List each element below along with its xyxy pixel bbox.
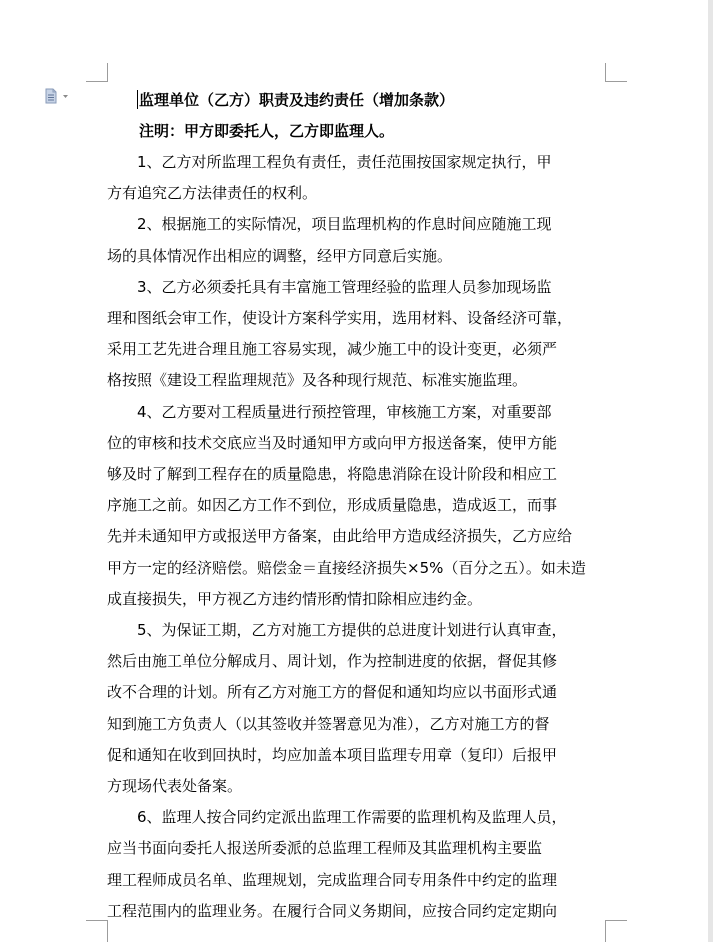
paragraph-line: 1、乙方对所监理工程负有责任，责任范围按国家规定执行，甲	[137, 153, 552, 171]
paragraph-line: 方现场代表处备案。	[107, 777, 243, 796]
document-note: 注明：甲方即委托人，乙方即监理人。	[139, 122, 395, 140]
paragraph-line: 工程范围内的监理业务。在履行合同义务期间，应按合同约定定期向	[107, 901, 558, 920]
paragraph-line: 3、乙方必须委托具有丰富施工管理经验的监理人员参加现场监	[137, 277, 552, 296]
paragraph-line: 6、监理人按合同约定派出监理工作需要的监理机构及监理人员，	[137, 808, 567, 827]
paragraph-4	[107, 397, 605, 615]
paragraph-line: 够及时了解到工程存在的质量隐患，将隐患消除在设计阶段和相应工	[107, 465, 558, 484]
paragraph-line: 2、根据施工的实际情况，项目监理机构的作息时间应随施工现	[137, 215, 552, 234]
paragraph-line: 格按照《建设工程监理规范》及各种现行规范、标准实施监理。	[107, 371, 528, 390]
paragraph-layout-icon[interactable]	[44, 88, 72, 104]
paragraph-1	[107, 147, 605, 209]
crop-mark-top-left	[86, 63, 108, 82]
crop-mark-bottom-right	[605, 920, 627, 942]
paragraph-line: 改不合理的计划。所有乙方对施工方的督促和通知均应以书面形式通	[107, 683, 558, 702]
paragraph-6	[107, 802, 605, 927]
paragraph-line: 应当书面向委托人报送所委派的总监理工程师及其监理机构主要监	[107, 839, 543, 858]
paragraph-3	[107, 272, 605, 397]
paragraph-line: 甲方一定的经济赔偿。赔偿金＝直接经济损失×5%（百分之五）。如未造	[107, 558, 586, 577]
paragraph-2	[107, 209, 605, 271]
paragraph-5	[107, 615, 605, 802]
paragraph-line: 促和通知在收到回执时，均应加盖本项目监理专用章（复印）后报甲	[107, 745, 558, 764]
scrollbar-track[interactable]	[708, 0, 713, 942]
crop-mark-top-right	[605, 63, 627, 82]
paragraph-line: 场的具体情况作出相应的调整，经甲方同意后实施。	[107, 246, 453, 265]
paragraph-line: 先并未通知甲方或报送甲方备案，由此给甲方造成经济损失，乙方应给	[107, 527, 573, 546]
paragraph-list	[107, 147, 605, 927]
paragraph-line: 序施工之前。如因乙方工作不到位，形成质量隐患，造成返工，而事	[107, 496, 558, 515]
paragraph-line: 采用工艺先进合理且施工容易实现，减少施工中的设计变更，必须严	[107, 340, 558, 359]
paragraph-line: 5、为保证工期，乙方对施工方提供的总进度计划进行认真审查，	[137, 621, 567, 640]
paragraph-line: 理和图纸会审工作，使设计方案科学实用，选用材料、设备经济可靠，	[107, 309, 573, 328]
paragraph-line: 理工程师成员名单、监理规划，完成监理合同专用条件中约定的监理	[107, 870, 558, 889]
paragraph-line: 位的审核和技术交底应当及时通知甲方或向甲方报送备案，使甲方能	[107, 433, 558, 452]
document-title: 监理单位（乙方）职责及违约责任（增加条款）	[139, 91, 455, 109]
paragraph-line: 成直接损失，甲方视乙方违约情形酌情扣除相应违约金。	[107, 589, 483, 608]
paragraph-line: 4、乙方要对工程质量进行预控管理，审核施工方案，对重要部	[137, 402, 552, 421]
crop-mark-bottom-left	[86, 920, 108, 942]
document-body[interactable]	[107, 85, 605, 927]
paragraph-line: 知到施工方负责人（以其签收并签署意见为准），乙方对施工方的督	[107, 714, 550, 733]
paragraph-line: 方有追究乙方法律责任的权利。	[107, 184, 318, 203]
paragraph-line: 然后由施工单位分解成月、周计划，作为控制进度的依据，督促其修	[107, 652, 558, 671]
